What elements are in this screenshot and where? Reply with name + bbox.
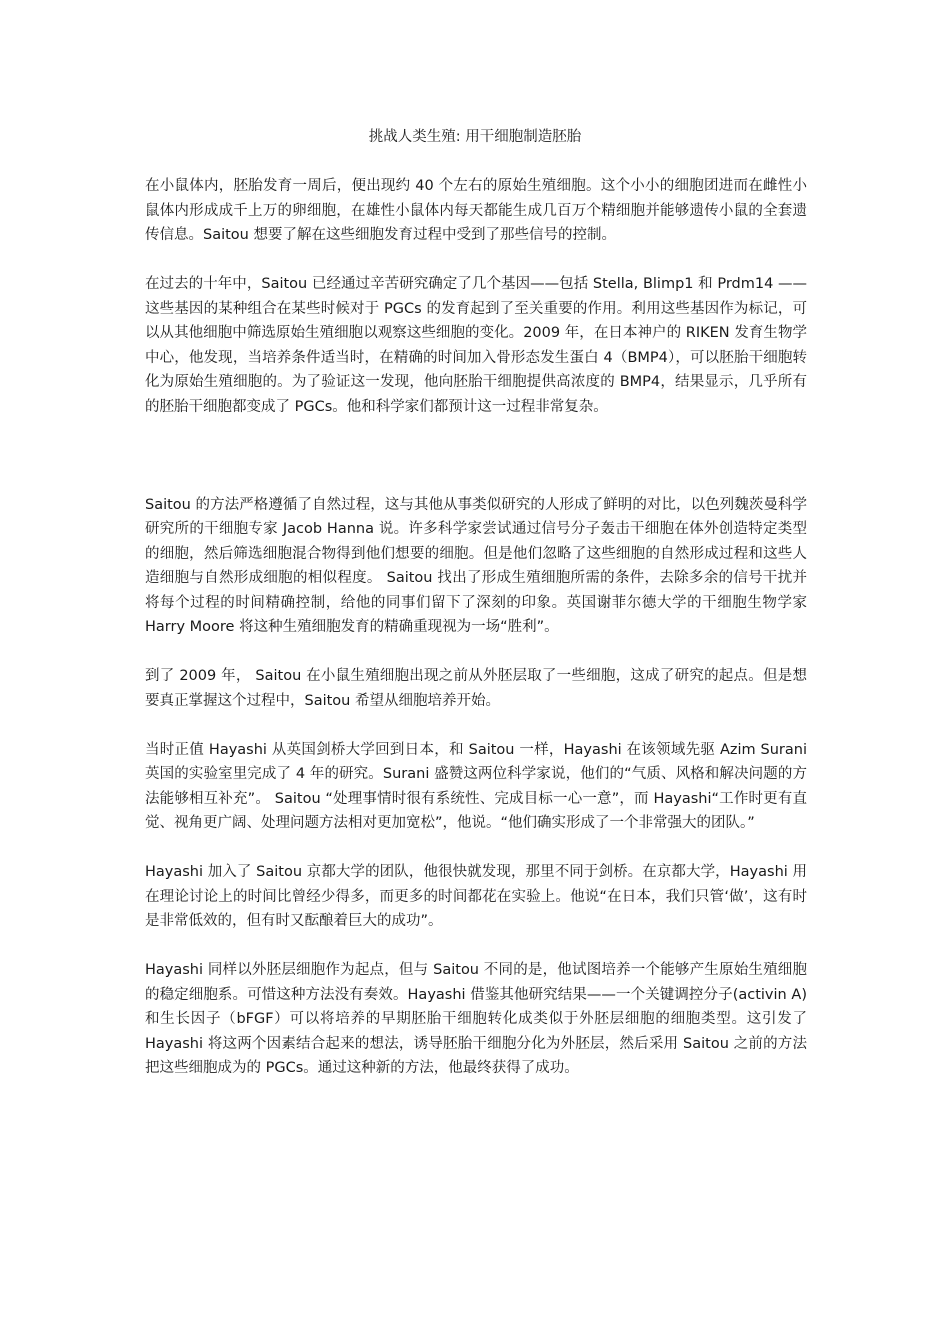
document-body <box>145 174 807 1105</box>
paragraph-6: Hayashi 加入了 Saitou 京都大学的团队，他很快就发现，那里不同于剑桥。在京都大学，Hayashi 用在理论讨论上的时间比曾经少得多，而更多的时间都花在实验上。他说“在日本，我们只管‘做’，这有时是非常低效的，但有时又酝酿着巨大的成功”。 <box>145 864 807 929</box>
paragraph-1: 在小鼠体内，胚胎发育一周后，便出现约 40 个左右的原始生殖细胞。这个小小的细胞团进而在雌性小鼠体内形成成千上万的卵细胞，在雄性小鼠体内每天都能生成几百万个精细胞并能够遗传小鼠的全套遗传信息。Saitou 想要了解在这些细胞发育过程中受到了那些信号的控制。 <box>145 178 807 243</box>
paragraph-4: 到了 2009 年， Saitou 在小鼠生殖细胞出现之前从外胚层取了一些细胞，这成了研究的起点。但是想要真正掌握这个过程中，Saitou 希望从细胞培养开始。 <box>145 668 807 709</box>
document-title: 挑战人类生殖: 用干细胞制造胚胎 <box>368 129 582 145</box>
paragraph-3: Saitou 的方法严格遵循了自然过程，这与其他从事类似研究的人形成了鲜明的对比，以色列魏茨曼科学研究所的干细胞专家 Jacob Hanna 说。许多科学家尝试通过信号分子轰击干细胞在体外创造特定类型的细胞，然后筛选细胞混合物得到他们想要的细胞。但是他们忽略了这些细胞的自然形成过程和这些人造细胞与自然形成细胞的相似程度。 Saitou 找出了形成生殖细胞所需的条件，去除多余的信号干扰并将每个过程的时间精确控制，给他的同事们留下了深刻的印象。英国谢菲尔德大学的干细胞生物学家 Harry Moore 将这种生殖细胞发育的精确重现视为一场“胜利”。 <box>145 496 807 635</box>
paragraph-5: 当时正值 Hayashi 从英国剑桥大学回到日本，和 Saitou 一样，Hayashi 在该领域先驱 Azim Surani 英国的实验室里完成了 4 年的研究。Surani 盛赞这两位科学家说，他们的“气质、风格和解决问题的方法能够相互补充”。 Saitou “处理事情时很有系统性、完成目标一心一意”，而 Hayashi“工作时更有直觉、视角更广阔、处理问题方法相对更加宽松”，他说。“他们确实形成了一个非常强大的团队。” <box>145 741 807 831</box>
paragraph-7: Hayashi 同样以外胚层细胞作为起点，但与 Saitou 不同的是，他试图培养一个能够产生原始生殖细胞的稳定细胞系。可惜这种方法没有奏效。Hayashi 借鉴其他研究结果——一个关键调控分子(activin A)和生长因子（bFGF）可以将培养的早期胚胎干细胞转化成类似于外胚层细胞的细胞类型。这引发了 Hayashi 将这两个因素结合起来的想法，诱导胚胎干细胞分化为外胚层，然后采用 Saitou 之前的方法把这些细胞成为的 PGCs。通过这种新的方法，他最终获得了成功。 <box>145 962 807 1076</box>
paragraph-2: 在过去的十年中，Saitou 已经通过辛苦研究确定了几个基因——包括 Stella, Blimp1 和 Prdm14 ——这些基因的某种组合在某些时候对于 PGCs 的发育起到了至关重要的作用。利用这些基因作为标记，可以从其他细胞中筛选原始生殖细胞以观察这些细胞的变化。2009 年，在日本神户的 RIKEN 发育生物学中心，他发现，当培养条件适当时，在精确的时间加入骨形态发生蛋白 4（BMP4），可以胚胎干细胞转化为原始生殖细胞的。为了验证这一发现，他向胚胎干细胞提供高浓度的 BMP4，结果显示，几乎所有的胚胎干细胞都变成了 PGCs。他和科学家们都预计这一过程非常复杂。 <box>145 276 807 415</box>
